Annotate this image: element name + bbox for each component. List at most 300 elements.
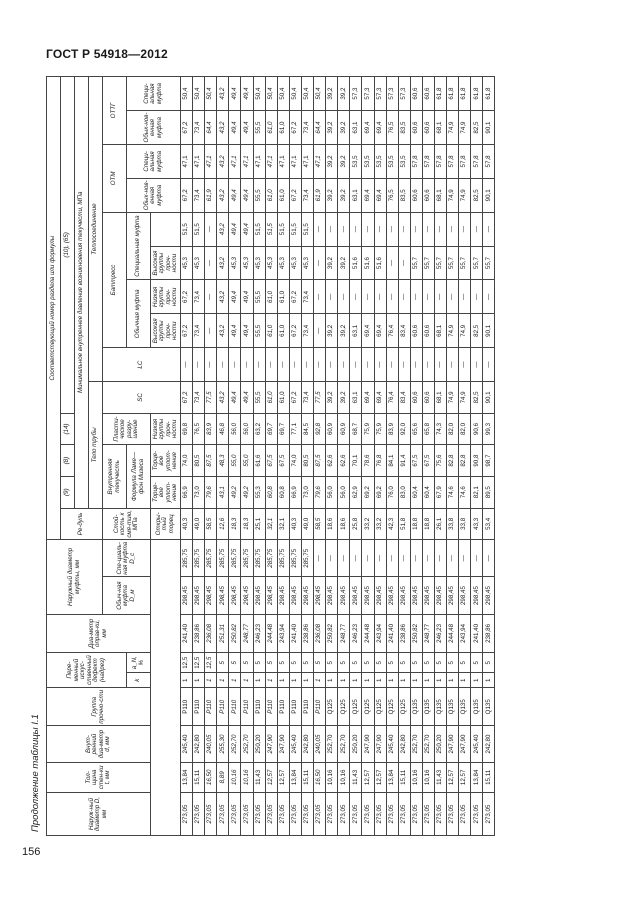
table-cell: 82,5 [471,178,483,212]
table-cell: 47,1 [241,144,253,178]
table-cell: — [386,348,398,382]
table-cell: — [471,212,483,246]
table-cell: P110 [229,688,241,726]
table-cell: 51,6 [374,246,386,280]
table-cell: 75,9 [362,413,374,445]
table-cell: Q125 [338,688,350,726]
table-cell: 40,3 [289,508,301,540]
header-buttress: Баттресс [103,212,127,348]
table-cell: 60,6 [422,111,434,145]
table-row [241,77,253,836]
table-cell: 273,05 [265,793,277,836]
table-cell: — [398,348,410,382]
table-cell: 51,5 [253,212,265,246]
table-cell: 55,5 [253,314,265,348]
table-cell: 49,0 [193,508,205,540]
table-cell: 69,4 [362,314,374,348]
table-cell: — [326,212,338,246]
table-cell: 273,05 [229,793,241,836]
table-cell: 67,5 [422,445,434,477]
table-cell: 298,45 [434,577,446,614]
table-cell: 11,43 [253,762,265,792]
table-cell: 246,23 [350,614,362,652]
header-ottg-special: Специ-альная муфта [127,77,181,111]
table-cell: Q125 [326,688,338,726]
header-ottg: ОТТГ [103,77,127,145]
table-cell: 90,1 [483,111,495,145]
table-cell: 285,75 [217,540,229,577]
table-cell: 45,3 [193,246,205,280]
table-cell: — [301,348,313,382]
table-cell: 242,80 [193,726,205,762]
table-cell: 273,05 [398,793,410,836]
table-cell: 236,08 [314,614,326,652]
table-cell: 55,0 [229,445,241,477]
table-cell: 61,8 [459,77,471,111]
table-cell: 273,05 [386,793,398,836]
table-cell: 73,0 [193,476,205,508]
table-cell: 1 [362,673,374,688]
table-cell: 273,05 [459,793,471,836]
table-cell: 74,9 [447,111,459,145]
table-cell: 53,5 [398,144,410,178]
table-row [471,77,483,836]
table-cell: 273,05 [301,793,313,836]
table-cell: 47,1 [277,144,289,178]
table-cell: — [471,540,483,577]
table-cell: 62,9 [350,476,362,508]
table-cell: 63,1 [350,178,362,212]
table-cell: 73,4 [301,280,313,314]
table-cell: 61,0 [265,178,277,212]
table-cell: 43,1 [217,476,229,508]
table-cell: 45,3 [241,246,253,280]
table-cell: 244,48 [447,614,459,652]
header-an: a_N, % [127,653,151,673]
table-cell: 61,0 [265,280,277,314]
table-cell: 49,4 [241,212,253,246]
table-cell: 74,6 [459,476,471,508]
table-cell: 45,3 [289,246,301,280]
table-cell: — [326,280,338,314]
table-row [217,77,229,836]
table-cell: 18,3 [229,508,241,540]
table-cell: 298,45 [277,577,289,614]
table-cell: 5 [434,653,446,673]
table-cell: 285,75 [205,540,217,577]
table-cell: 273,05 [471,793,483,836]
table-cell: 43,3 [471,508,483,540]
table-cell: 83,4 [398,314,410,348]
table-cell: 60,4 [422,476,434,508]
table-cell: 298,45 [410,577,422,614]
table-cell: 298,45 [289,577,301,614]
table-cell: 67,5 [277,445,289,477]
table-cell: 82,8 [459,445,471,477]
table-cell: Q135 [422,688,434,726]
table-cell: 49,2 [241,476,253,508]
header-collapse-resistance: Стой-кость к смя-тию, МПа [103,508,151,540]
table-cell: 83,9 [205,413,217,445]
table-cell: 49,4 [241,382,253,414]
table-cell: 55,3 [253,476,265,508]
table-cell: 55,5 [253,178,265,212]
table-cell: 60,6 [422,77,434,111]
table-cell: 10,16 [338,762,350,792]
table-cell: 76,5 [386,111,398,145]
header-ref-14: (14) [61,413,75,445]
table-cell: 74,9 [447,314,459,348]
table-cell: 57,3 [362,77,374,111]
table-cell: — [459,212,471,246]
table-cell: 244,48 [362,614,374,652]
table-cell: 76,5 [386,178,398,212]
table-cell: 75,9 [374,413,386,445]
table-cell: 51,5 [193,212,205,246]
table-cell: — [471,348,483,382]
table-cell: 273,05 [350,793,362,836]
table-cell: 57,3 [374,77,386,111]
table-cell: 51,6 [362,246,374,280]
table-cell: 252,70 [326,726,338,762]
table-cell: — [422,280,434,314]
table-cell: — [326,540,338,577]
header-coupling-diameter: Наружный диаметр муфты, мм [47,540,103,615]
table-cell: — [314,280,326,314]
table-cell: 68,1 [434,382,446,414]
table-body [181,77,495,836]
table-cell: 57,8 [471,144,483,178]
table-cell: 61,0 [265,314,277,348]
table-cell: 67,2 [181,314,193,348]
table-cell: 5 [289,653,301,673]
table-cell: 298,45 [459,577,471,614]
table-cell: — [422,212,434,246]
table-cell: 248,77 [241,614,253,652]
table-cell: 238,86 [398,614,410,652]
table-row [193,77,205,836]
table-cell: 273,05 [374,793,386,836]
table-cell: 1 [410,673,422,688]
table-cell: 247,90 [362,726,374,762]
table-cell: 55,5 [253,280,265,314]
table-cell: 1 [253,673,265,688]
table-cell: 58,5 [205,508,217,540]
header-otm: ОТМ [103,144,127,212]
table-cell: — [398,540,410,577]
table-cell: 43,2 [217,314,229,348]
table-cell: 273,05 [181,793,193,836]
table-row [253,77,265,836]
table-cell: 90,1 [483,382,495,414]
table-cell: 45,3 [265,246,277,280]
table-cell: 1 [483,673,495,688]
table-cell: 285,75 [289,540,301,577]
table-cell: 5 [338,653,350,673]
table-cell: — [459,280,471,314]
table-cell: Q135 [410,688,422,726]
table-cell: — [434,540,446,577]
table-cell: 298,45 [301,577,313,614]
table-cell: 43,2 [217,382,229,414]
header-defect: Пере-менный искус-ственный дефект (надрез) [47,653,127,688]
table-cell: 90,1 [483,314,495,348]
table-cell: 298,45 [422,577,434,614]
table-cell: 39,2 [338,382,350,414]
table-cell: 73,4 [193,280,205,314]
table-cell: 1 [471,673,483,688]
table-cell: 250,20 [434,726,446,762]
header-otm-normal: Обык-нов-енная муфта [127,178,181,212]
table-cell: 61,6 [253,445,265,477]
table-cell: Q135 [434,688,446,726]
table-cell: 10,16 [241,762,253,792]
table-row [447,77,459,836]
table-cell: 250,20 [253,726,265,762]
table-cell: 252,70 [241,726,253,762]
table-cell: 32,1 [277,508,289,540]
table-row [181,77,193,836]
table-cell: 33,2 [374,508,386,540]
header-lc: LC [103,348,181,382]
table-cell: 51,5 [265,212,277,246]
table-cell: — [205,246,217,280]
table-cell: 51,5 [289,212,301,246]
table-cell: — [483,540,495,577]
table-cell: 67,5 [265,445,277,477]
table-cell: 240,05 [205,726,217,762]
table-cell: 10,16 [410,762,422,792]
table-cell: 243,94 [277,614,289,652]
table-cell: 298,45 [181,577,193,614]
table-cell: 245,40 [289,726,301,762]
table-cell: 298,45 [471,577,483,614]
table-cell: — [447,540,459,577]
table-cell: 67,2 [181,382,193,414]
table-cell: 18,6 [338,508,350,540]
table-cell: 92,0 [398,413,410,445]
table-cell: — [374,348,386,382]
table-cell: 298,45 [241,577,253,614]
table-cell: 60,6 [422,178,434,212]
table-cell: Q125 [386,688,398,726]
table-cell: 53,5 [374,144,386,178]
table-cell: — [483,348,495,382]
page-number: 156 [22,846,41,858]
table-cell: 16,50 [205,762,217,792]
table-cell: 60,6 [410,382,422,414]
table-cell: — [374,280,386,314]
table-cell: 25,1 [253,508,265,540]
table-cell: 73,4 [193,382,205,414]
table-cell: 285,75 [253,540,265,577]
table-cell: 12,5 [193,653,205,673]
table-cell: 74,9 [459,111,471,145]
header-ref-9: (9) [61,476,75,508]
table-cell: 1 [338,673,350,688]
table-cell: 13,84 [181,762,193,792]
table-cell: 18,8 [422,508,434,540]
table-cell: 73,4 [301,111,313,145]
table-cell: 12,57 [277,762,289,792]
table-cell: 1 [350,673,362,688]
table-cell: 39,2 [326,246,338,280]
table-cell: 39,2 [326,77,338,111]
table-cell: 69,4 [362,178,374,212]
table-cell: 250,20 [350,726,362,762]
table-cell: 64,4 [205,111,217,145]
table-cell: 273,05 [338,793,350,836]
table-cell: 60,6 [410,314,422,348]
table-cell: — [434,280,446,314]
table-cell: 5 [301,653,313,673]
table-cell: — [447,348,459,382]
rotated-table-container [46,76,606,836]
table-cell: Q135 [447,688,459,726]
table-cell: — [277,348,289,382]
table-cell: 65,6 [410,413,422,445]
table-caption: Продолжение таблицы I.1 [30,714,41,832]
table-cell: 5 [253,653,265,673]
pipe-data-table [46,76,495,836]
table-cell: 1 [314,673,326,688]
table-cell: 84,1 [386,445,398,477]
table-cell: 82,1 [471,476,483,508]
table-cell: 298,45 [229,577,241,614]
table-cell: 53,5 [386,144,398,178]
table-cell: 57,3 [386,77,398,111]
table-cell: 11,43 [350,762,362,792]
table-cell: — [483,280,495,314]
table-cell: 12,5 [181,653,193,673]
table-cell: — [362,348,374,382]
table-cell: 13,84 [289,762,301,792]
table-cell: 248,77 [338,614,350,652]
table-cell: 50,4 [181,77,193,111]
table-cell: 99,3 [483,413,495,445]
table-cell: 74,9 [447,178,459,212]
table-cell: 49,4 [241,178,253,212]
table-cell: 273,05 [434,793,446,836]
table-cell: — [471,280,483,314]
table-cell: 12,57 [447,762,459,792]
table-cell: 39,2 [326,111,338,145]
table-cell: 87,5 [314,445,326,477]
table-cell: 60,6 [410,111,422,145]
table-cell: 18,8 [410,508,422,540]
table-cell: P110 [193,688,205,726]
table-cell: 43,2 [217,246,229,280]
table-cell: — [350,540,362,577]
table-cell: 11,43 [434,762,446,792]
table-cell: — [410,280,422,314]
table-cell: — [459,348,471,382]
table-cell: 68,1 [434,111,446,145]
table-cell: Q135 [471,688,483,726]
table-cell: 32,1 [265,508,277,540]
table-cell: 39,2 [338,314,350,348]
table-cell: 75,6 [434,445,446,477]
header-formula-ref: Соответствующий номер раздела или формулы [47,77,61,540]
table-cell: 57,8 [434,144,446,178]
table-cell: 5 [229,653,241,673]
table-cell: 285,75 [265,540,277,577]
table-cell: 45,3 [229,246,241,280]
table-cell: 1 [398,673,410,688]
table-cell: 247,90 [265,726,277,762]
table-cell: — [205,280,217,314]
table-cell: 236,08 [205,614,217,652]
table-cell: 66,9 [181,476,193,508]
table-cell: 55,7 [459,246,471,280]
document-header: ГОСТ Р 54918—2012 [46,47,168,61]
table-cell: 76,4 [386,314,398,348]
table-cell: 5 [265,653,277,673]
table-cell: — [398,280,410,314]
table-cell: Q125 [350,688,362,726]
table-row [314,77,326,836]
table-cell: 60,6 [410,178,422,212]
table-cell: 82,5 [471,314,483,348]
table-cell: 77,5 [314,382,326,414]
table-cell: — [253,348,265,382]
table-cell: — [386,212,398,246]
table-cell: 82,0 [447,413,459,445]
header-connection: Теплосоединение [89,77,103,382]
table-cell: 74,3 [434,413,446,445]
table-cell: 61,8 [447,77,459,111]
table-cell: Q135 [459,688,471,726]
table-cell: 298,45 [362,577,374,614]
table-cell: 39,2 [326,314,338,348]
table-cell: 69,4 [362,382,374,414]
table-cell: 67,2 [289,382,301,414]
table-cell: 55,5 [253,111,265,145]
table-cell: 255,30 [217,726,229,762]
table-cell: 87,5 [205,445,217,477]
table-cell: 246,23 [253,614,265,652]
table-cell: 39,2 [338,246,350,280]
table-cell: 83,0 [398,476,410,508]
table-cell: 241,40 [386,614,398,652]
header-bt-special: Специальная муфта [127,212,151,280]
header-special-coupling: Спе-циаль-ная муфта D_с [103,540,151,577]
table-cell: 39,2 [338,111,350,145]
table-row [289,77,301,836]
table-cell: 1 [374,673,386,688]
header-end-seal-2: Торце-вое уплот-нение [151,445,181,477]
table-cell: 245,40 [471,726,483,762]
table-cell: 62,6 [326,445,338,477]
header-sc: SC [103,382,181,414]
table-cell: — [314,314,326,348]
table-cell: 89,5 [483,476,495,508]
table-cell: 68,1 [434,314,446,348]
table-cell: 60,4 [410,476,422,508]
table-cell: 238,86 [483,614,495,652]
table-cell: 67,2 [289,111,301,145]
table-cell: 39,2 [326,144,338,178]
table-row [277,77,289,836]
table-cell: 51,5 [301,212,313,246]
table-cell: 67,2 [289,280,301,314]
table-row [410,77,422,836]
table-cell: — [410,212,422,246]
table-cell: — [483,212,495,246]
table-cell: 74,9 [459,178,471,212]
table-cell: 241,40 [181,614,193,652]
table-cell: 63,1 [350,314,362,348]
